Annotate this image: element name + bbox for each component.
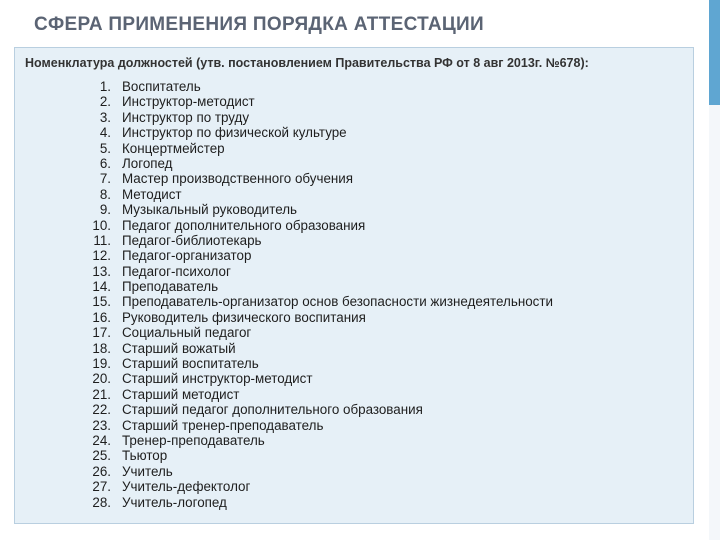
slide-subtitle: Номенклатура должностей (утв. постановлением Правительства РФ от 8 авг 2013г. №678): [25, 56, 589, 70]
list-item-number: 10. [92, 217, 111, 233]
list-item-text: Педагог дополнительного образования [122, 217, 366, 233]
list-item-text: Тьютор [122, 448, 168, 464]
list-item [77, 433, 553, 448]
list-item-number: 7. [99, 171, 111, 187]
list-item-text: Старший педагог дополнительного образования [122, 402, 423, 418]
list-item [77, 448, 553, 463]
list-item-number: 19. [92, 356, 111, 372]
list-item [77, 402, 553, 417]
list-item-number: 20. [92, 371, 111, 387]
positions-list [77, 79, 553, 510]
list-item-text: Концертмейстер [122, 140, 225, 156]
list-item-number: 23. [92, 417, 111, 433]
list-item [77, 171, 553, 186]
list-item [77, 125, 553, 140]
list-item-number: 25. [92, 448, 111, 464]
list-item-number: 13. [92, 263, 111, 279]
list-item [77, 156, 553, 171]
list-item-text: Мастер производственного обучения [122, 171, 354, 187]
list-item [77, 79, 553, 94]
list-item-number: 8. [99, 186, 111, 202]
list-item-number: 2. [99, 94, 111, 110]
list-item-number: 17. [92, 325, 111, 341]
list-item-text: Учитель-логопед [122, 494, 227, 510]
list-item [77, 294, 553, 309]
list-item-text: Руководитель физического воспитания [122, 309, 366, 325]
list-item-number: 21. [92, 386, 111, 402]
list-item [77, 141, 553, 156]
list-item-text: Преподаватель [122, 279, 219, 295]
list-item [77, 248, 553, 263]
list-item [77, 495, 553, 510]
list-item-text: Учитель [122, 463, 173, 479]
list-item-text: Социальный педагог [122, 325, 252, 341]
list-item [77, 279, 553, 294]
list-item [77, 341, 553, 356]
list-item-number: 14. [92, 279, 111, 295]
list-item [77, 110, 553, 125]
list-item [77, 371, 553, 386]
list-item-number: 11. [93, 232, 111, 248]
list-item-text: Педагог-организатор [122, 248, 252, 264]
list-item-text: Инструктор по физической культуре [122, 125, 347, 141]
list-item-text: Старший вожатый [122, 340, 236, 356]
list-item-number: 26. [92, 463, 111, 479]
content-panel [14, 47, 694, 524]
list-item-text: Логопед [122, 155, 173, 171]
list-item [77, 464, 553, 479]
list-item-number: 12. [92, 248, 111, 264]
slide-title: СФЕРА ПРИМЕНЕНИЯ ПОРЯДКА АТТЕСТАЦИИ [34, 14, 484, 35]
list-item [77, 264, 553, 279]
list-item-number: 24. [92, 432, 111, 448]
list-item [77, 218, 553, 233]
list-item-number: 3. [99, 109, 111, 125]
list-item-number: 16. [92, 309, 111, 325]
list-item-text: Старший воспитатель [122, 356, 259, 372]
list-item-text: Педагог-психолог [122, 263, 231, 279]
list-item [77, 479, 553, 494]
list-item-number: 4. [99, 125, 111, 141]
list-item-number: 22. [92, 402, 111, 418]
list-item-number: 6. [99, 155, 111, 171]
list-item [77, 187, 553, 202]
list-item-text: Музыкальный руководитель [122, 202, 298, 218]
list-item-number: 28. [92, 494, 111, 510]
list-item-number: 18. [92, 340, 111, 356]
list-item-text: Старший инструктор-методист [122, 371, 313, 387]
list-item-text: Учитель-дефектолог [122, 479, 251, 495]
list-item [77, 202, 553, 217]
list-item-text: Методист [122, 186, 182, 202]
list-item-text: Старший тренер-преподаватель [122, 417, 324, 433]
list-item [77, 310, 553, 325]
accent-bar [709, 0, 720, 105]
list-item-text: Воспитатель [122, 79, 201, 94]
accent-bar-track [709, 105, 720, 540]
list-item-text: Преподаватель-организатор основ безопасности жизнедеятельности [122, 294, 553, 310]
list-item [77, 325, 553, 340]
list-item [77, 418, 553, 433]
list-item [77, 356, 553, 371]
list-item-text: Инструктор по труду [122, 109, 250, 125]
list-item-text: Педагог-библиотекарь [122, 232, 262, 248]
list-item-number: 1. [99, 79, 111, 94]
list-item-number: 5. [99, 140, 111, 156]
list-item [77, 233, 553, 248]
list-item [77, 94, 553, 109]
list-item-text: Старший методист [122, 386, 240, 402]
list-item-number: 9. [99, 202, 111, 218]
list-item-text: Инструктор-методист [122, 94, 255, 110]
list-item-number: 15. [92, 294, 111, 310]
list-item-number: 27. [92, 479, 111, 495]
list-item-text: Тренер-преподаватель [122, 432, 265, 448]
list-item [77, 387, 553, 402]
